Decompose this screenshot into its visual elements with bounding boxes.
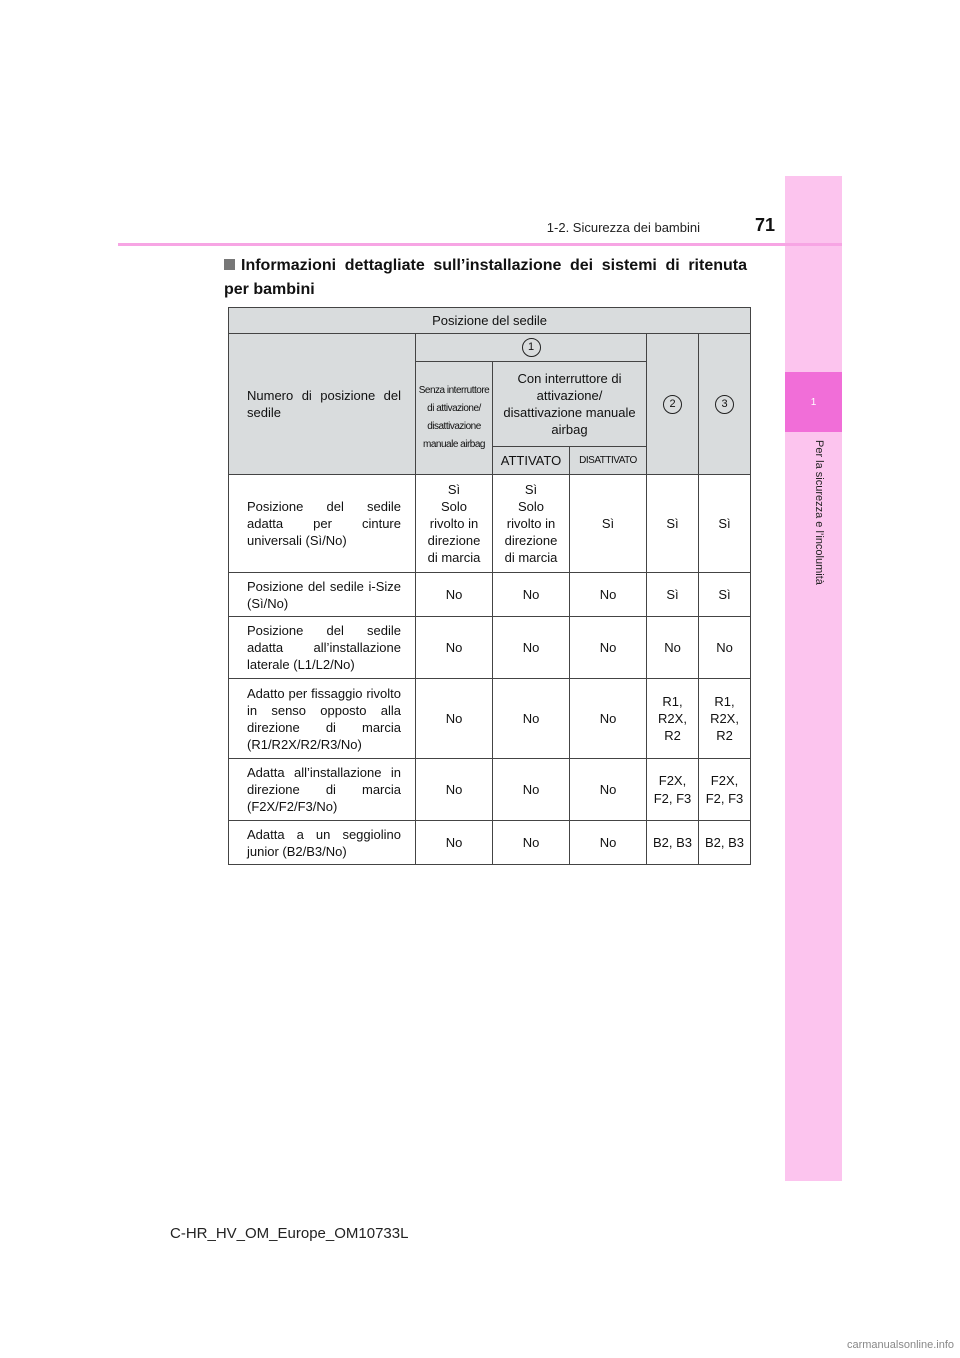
square-bullet-icon: [224, 259, 235, 270]
circled-number-1: 1: [522, 338, 541, 357]
cell: Sì: [699, 573, 751, 617]
cell: No: [493, 617, 570, 679]
side-chapter-band: [785, 176, 842, 1181]
section-heading: [224, 254, 747, 302]
subheader-without-switch: Senza interruttore di attivazione/ disattivazione manuale airbag: [416, 362, 493, 475]
cell: B2, B3: [699, 821, 751, 865]
table-row: [229, 821, 751, 865]
seat-3-header: [699, 334, 751, 475]
seat-1-header: [416, 334, 647, 362]
subheader-with-switch: Con interruttore di attivazione/ disattivazione manuale airbag: [493, 362, 647, 447]
circled-number-2: 2: [663, 395, 682, 414]
column-label: Numero di posizione del sedile: [229, 334, 416, 475]
cell: No: [416, 679, 493, 759]
table-row: [229, 573, 751, 617]
page-number: 71: [754, 215, 775, 235]
cell: Sì: [699, 475, 751, 573]
cell: R1, R2X, R2: [699, 679, 751, 759]
manual-code-footer: C-HR_HV_OM_Europe_OM10733L: [170, 1225, 409, 1242]
cell: No: [416, 821, 493, 865]
cell: No: [570, 679, 647, 759]
cell: No: [493, 821, 570, 865]
cell: No: [416, 573, 493, 617]
cell: No: [647, 617, 699, 679]
cell: No: [699, 617, 751, 679]
cell: Sì Solo rivolto in direzione di marcia: [416, 475, 493, 573]
section-heading-text: Informazioni dettagliate sull’installazione dei sistemi di ritenuta per bambini: [224, 257, 747, 298]
row-label: Posizione del sedile i-Size (Sì/No): [229, 573, 416, 617]
circled-number-3: 3: [715, 395, 734, 414]
cell: B2, B3: [647, 821, 699, 865]
cell: Sì Solo rivolto in direzione di marcia: [493, 475, 570, 573]
cell: No: [493, 759, 570, 821]
cell: No: [570, 759, 647, 821]
table-row: [229, 679, 751, 759]
table-row: [229, 475, 751, 573]
subheader-on: ATTIVATO: [493, 447, 570, 475]
side-chapter-number: 1: [785, 372, 842, 432]
cell: No: [570, 573, 647, 617]
row-label: Posizione del sedile adatta all’installazione laterale (L1/L2/No): [229, 617, 416, 679]
cell: No: [570, 617, 647, 679]
cell: No: [416, 759, 493, 821]
table-title: Posizione del sedile: [229, 308, 751, 334]
header-rule: [118, 243, 842, 246]
cell: F2X, F2, F3: [647, 759, 699, 821]
cell: R1, R2X, R2: [647, 679, 699, 759]
cell: No: [416, 617, 493, 679]
row-label: Adatto per fissaggio rivolto in senso opposto alla direzione di marcia (R1/R2X/R2/R3/No): [229, 679, 416, 759]
row-label: Adatta a un seggiolino junior (B2/B3/No): [229, 821, 416, 865]
table-row: [229, 617, 751, 679]
row-label: Posizione del sedile adatta per cinture universali (Sì/No): [229, 475, 416, 573]
cell: No: [570, 821, 647, 865]
side-chapter-title: Per la sicurezza e l’incolumità: [813, 440, 825, 585]
seat-installation-table: [228, 307, 751, 865]
cell: Sì: [570, 475, 647, 573]
cell: Sì: [647, 573, 699, 617]
cell: No: [493, 679, 570, 759]
cell: No: [493, 573, 570, 617]
table-row: [229, 759, 751, 821]
cell: F2X, F2, F3: [699, 759, 751, 821]
row-label: Adatta all’installazione in direzione di marcia (F2X/F2/F3/No): [229, 759, 416, 821]
running-header: 1-2. Sicurezza dei bambini: [546, 220, 700, 235]
seat-2-header: [647, 334, 699, 475]
subheader-off: DISATTIVATO: [570, 447, 647, 475]
cell: Sì: [647, 475, 699, 573]
watermark: carmanualsonline.info: [846, 1339, 954, 1351]
